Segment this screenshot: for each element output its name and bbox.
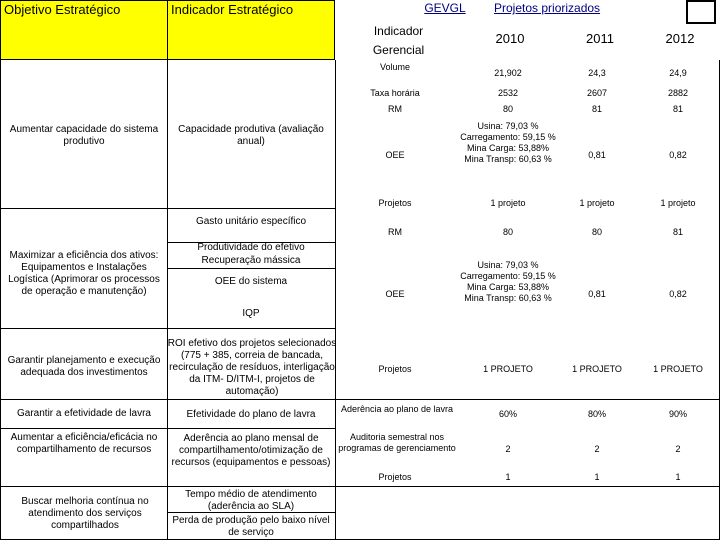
gerencial-rm: RM [388, 227, 402, 237]
value-2012: 24,9 [669, 68, 687, 78]
header-indicador-gerencial: Indicador Gerencial [372, 24, 425, 57]
divider [167, 60, 168, 540]
objective-6: Buscar melhoria contínua no atendimento dos serviços compartilhados [21, 496, 149, 531]
value-2010: 60% [498, 409, 517, 419]
value-2010: 1 [505, 472, 511, 482]
objective-5: Aumentar a eficiência/eficácia no compartilhamento de recursos [10, 432, 158, 455]
value-2010: 1 PROJETO [483, 364, 533, 374]
gerencial-projetos: Projetos [378, 364, 412, 374]
value-2011: 0,81 [588, 150, 606, 160]
header-projetos-priorizados: Projetos priorizados [494, 1, 601, 15]
gerencial-projetos: Projetos [378, 198, 412, 208]
divider [335, 399, 720, 400]
strategic-roi: ROI efetivo dos projetos selecionados (775 + 385, correia de bancada, recirculação de resíduos, interligação da ITM- D/ITM-I, projetos de automação) [167, 338, 337, 397]
value-2012: 1 [675, 472, 681, 482]
header-gevgl: GEVGL [424, 1, 466, 15]
gerencial-volume: Volume [379, 62, 411, 72]
value-2012: 81 [672, 227, 683, 237]
strategic-efetividade: Efetividade do plano de lavra [186, 409, 316, 420]
value-2011: 81 [591, 104, 602, 114]
strategic-iqp: IQP [242, 308, 260, 319]
strategic-tempo-medio: Tempo médio de atendimento (aderência ao SLA) [185, 489, 317, 512]
gerencial-rm: RM [388, 104, 402, 114]
strategic-perda: Perda de produção pelo baixo nível de serviço [172, 515, 330, 538]
value-2012: 2882 [667, 88, 689, 98]
objective-4: Garantir a efetividade de lavra [17, 408, 151, 419]
value-2010: Usina: 79,03 % Carregamento: 59,15 % Mina Carga: 53,88% Mina Transp: 60,63 % [460, 121, 556, 164]
value-2012: 1 PROJETO [653, 364, 703, 374]
value-2011: 2607 [586, 88, 608, 98]
value-2012: 90% [668, 409, 687, 419]
value-2011: 2 [594, 444, 600, 454]
divider [0, 60, 1, 540]
divider [335, 486, 720, 487]
value-2011: 1 [594, 472, 600, 482]
value-2010: 21,902 [494, 68, 522, 78]
year-2012: 2012 [665, 31, 695, 46]
strategic-aderencia: Aderência ao plano mensal de compartilhamento/otimização de recursos (equipamentos e pessoas) [171, 433, 331, 468]
strategic-capacidade: Capacidade produtiva (avaliação anual) [178, 124, 324, 147]
value-2012: 2 [675, 444, 681, 454]
year-2011: 2011 [586, 31, 614, 46]
gerencial-taxa-horaria: Taxa horária [370, 88, 420, 98]
strategic-gasto: Gasto unitário específico [195, 216, 307, 227]
divider [335, 60, 336, 540]
header-objetivo: Objetivo Estratégico [4, 2, 121, 17]
divider [167, 268, 335, 269]
value-2012: 81 [672, 104, 683, 114]
value-2011: 1 projeto [579, 198, 615, 208]
value-2011: 80 [591, 227, 602, 237]
value-2010: 80 [502, 104, 513, 114]
header-indicador-estrategico: Indicador Estratégico [171, 2, 294, 17]
value-2010: 1 projeto [490, 198, 526, 208]
gerencial-oee: OEE [385, 150, 405, 160]
value-2011: 24,3 [588, 68, 606, 78]
value-2010: 2 [505, 444, 511, 454]
year-2010: 2010 [495, 31, 525, 46]
header-decorative-box [686, 0, 716, 24]
value-2010: 80 [502, 227, 513, 237]
gerencial-oee: OEE [385, 289, 405, 299]
value-2011: 80% [587, 409, 606, 419]
value-2012: 1 projeto [660, 198, 696, 208]
gerencial-aderencia-lavra: Aderência ao plano de lavra [340, 404, 454, 414]
objective-2: Maximizar a eficiência dos ativos: Equipamentos e Instalações Logística (Aprimorar os processos de operação e manutenção) [8, 250, 160, 297]
strategic-recuperacao: Recuperação mássica [201, 255, 301, 266]
value-2010: 2532 [497, 88, 519, 98]
strategic-oee-sistema: OEE do sistema [214, 276, 288, 287]
gerencial-projetos: Projetos [378, 472, 412, 482]
objective-3: Garantir planejamento e execução adequada dos investimentos [7, 355, 161, 378]
value-2010: Usina: 79,03 % Carregamento: 59,15 % Mina Carga: 53,88% Mina Transp: 60,63 % [460, 260, 556, 303]
value-2012: 0,82 [669, 289, 687, 299]
objective-1: Aumentar capacidade do sistema produtivo [9, 124, 159, 147]
strategic-produtividade: Produtividade do efetivo [197, 242, 305, 253]
value-2012: 0,82 [669, 150, 687, 160]
value-2011: 0,81 [588, 289, 606, 299]
gerencial-auditoria: Auditoria semestral nos programas de gerenciamento [338, 432, 456, 453]
value-2011: 1 PROJETO [572, 364, 622, 374]
